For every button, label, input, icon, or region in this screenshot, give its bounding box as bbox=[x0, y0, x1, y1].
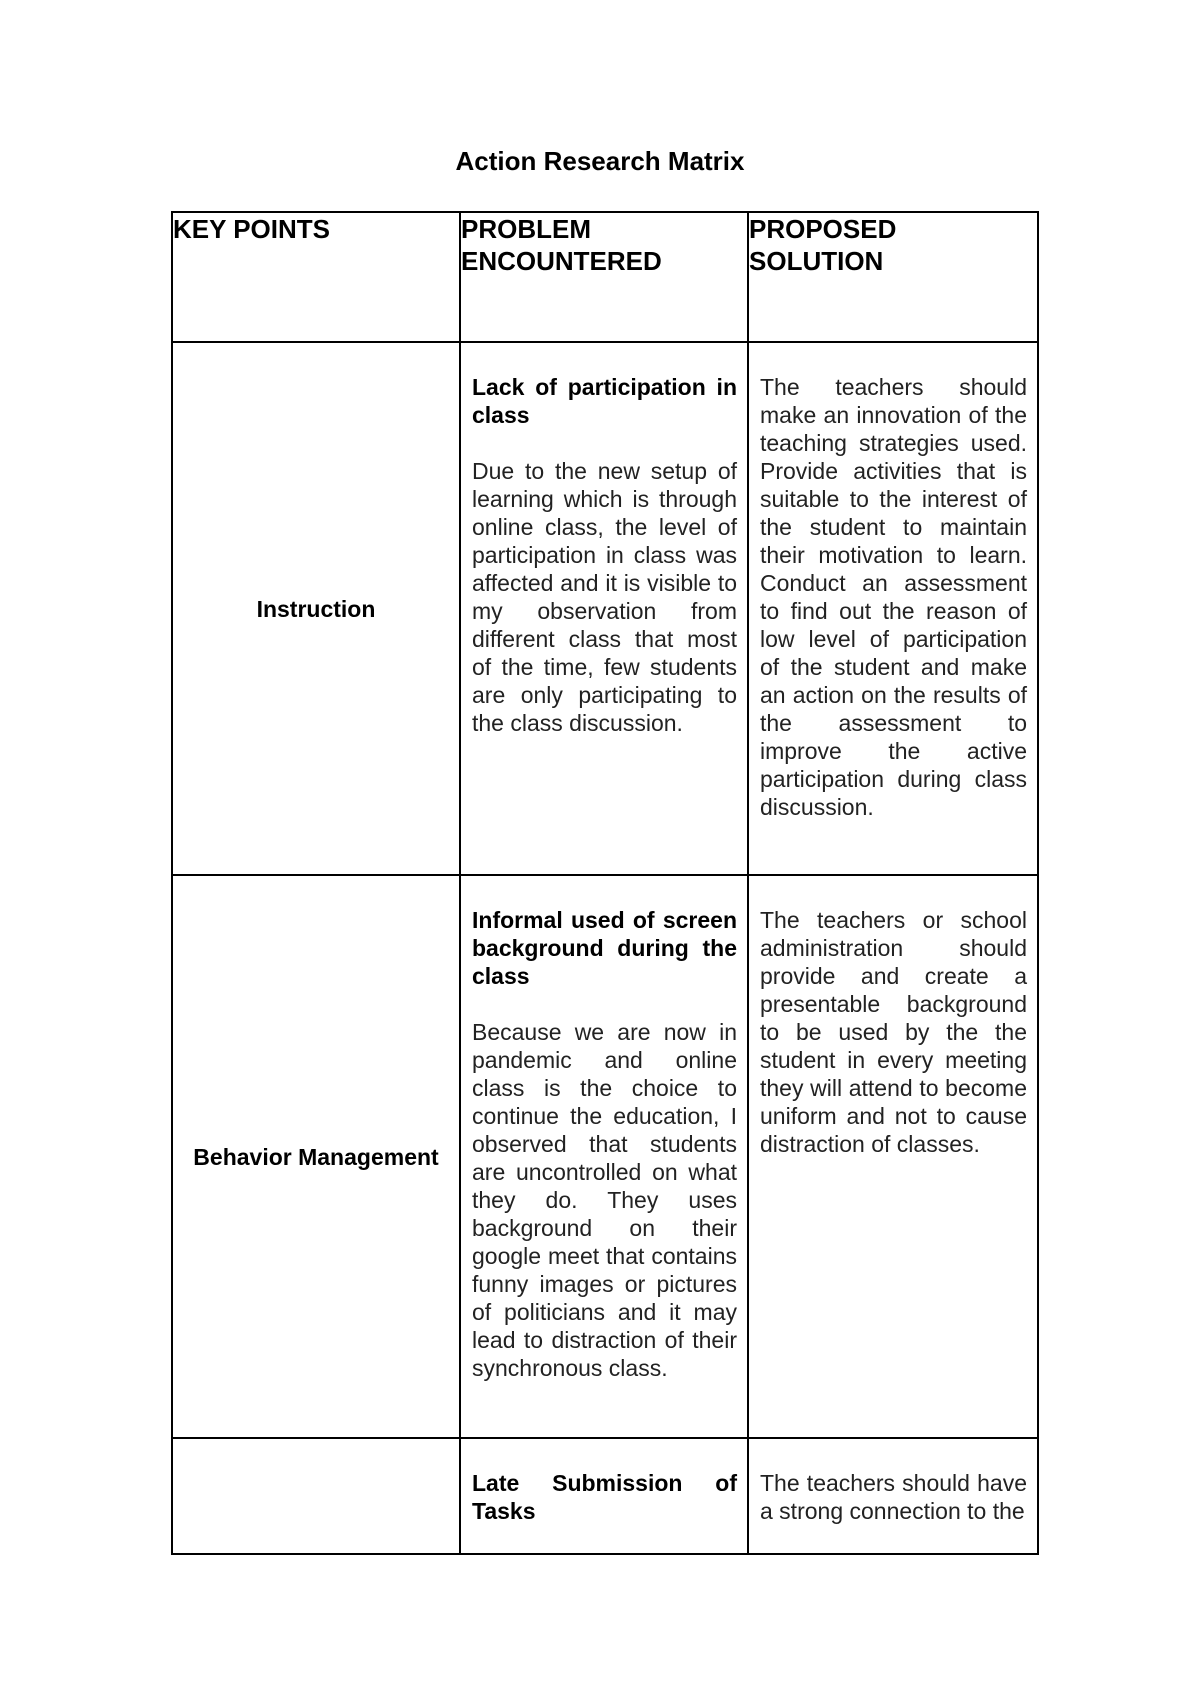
problem-description: Because we are now in pandemic and online class is the choice to continue the education, I observed that students are uncontrolled on what they do. They uses background on their google meet that contains funny images or pictures of politicians and it may lead to distraction of their synchronous class. bbox=[472, 1019, 737, 1381]
header-proposed-solution bbox=[748, 212, 1038, 342]
problem-cell bbox=[460, 342, 748, 875]
solution-cell bbox=[748, 1438, 1038, 1554]
solution-cell bbox=[748, 342, 1038, 875]
header-problem-line2: ENCOUNTERED bbox=[461, 246, 662, 276]
solution-text: The teachers should make an innovation of the teaching strategies used. Provide activities that is suitable to the interest of the student to maintain their motivation to learn. Conduct an assessment to find out the reason of low level of participation of the student and make an action on the results of the assessment to improve the active participation during class discussion. bbox=[760, 374, 1027, 820]
page-title: Action Research Matrix bbox=[455, 146, 745, 176]
header-problem-line1: PROBLEM bbox=[461, 214, 591, 244]
header-solution-line1: PROPOSED bbox=[749, 214, 897, 244]
table-row bbox=[172, 342, 1038, 875]
table-row bbox=[172, 1438, 1038, 1554]
header-solution-line2: SOLUTION bbox=[749, 246, 884, 276]
key-point-cell bbox=[172, 1438, 460, 1554]
action-research-matrix-table bbox=[171, 211, 1039, 1555]
problem-cell bbox=[460, 1438, 748, 1554]
key-point-cell: Behavior Management bbox=[172, 875, 460, 1438]
table-row bbox=[172, 875, 1038, 1438]
problem-cell bbox=[460, 875, 748, 1438]
problem-title: Informal used of screen background during the class bbox=[472, 907, 737, 989]
solution-cell bbox=[748, 875, 1038, 1438]
solution-text: The teachers should have a strong connection to the bbox=[760, 1470, 1027, 1524]
solution-text: The teachers or school administration should provide and create a presentable background to be used by the the student in every meeting they will attend to become uniform and not to cause distraction of classes. bbox=[760, 907, 1027, 1157]
header-key-points-label: KEY POINTS bbox=[173, 214, 331, 244]
problem-title: Late Submission of Tasks bbox=[472, 1470, 737, 1524]
table-header-row bbox=[172, 212, 1038, 342]
header-key-points bbox=[172, 212, 460, 342]
header-problem-encountered bbox=[460, 212, 748, 342]
key-point-cell: Instruction bbox=[172, 342, 460, 875]
problem-title: Lack of participation in class bbox=[472, 374, 737, 428]
problem-description: Due to the new setup of learning which is through online class, the level of participation in class was affected and it is visible to my observation from different class that most of the time, few students are only participating to the class discussion. bbox=[472, 458, 737, 736]
